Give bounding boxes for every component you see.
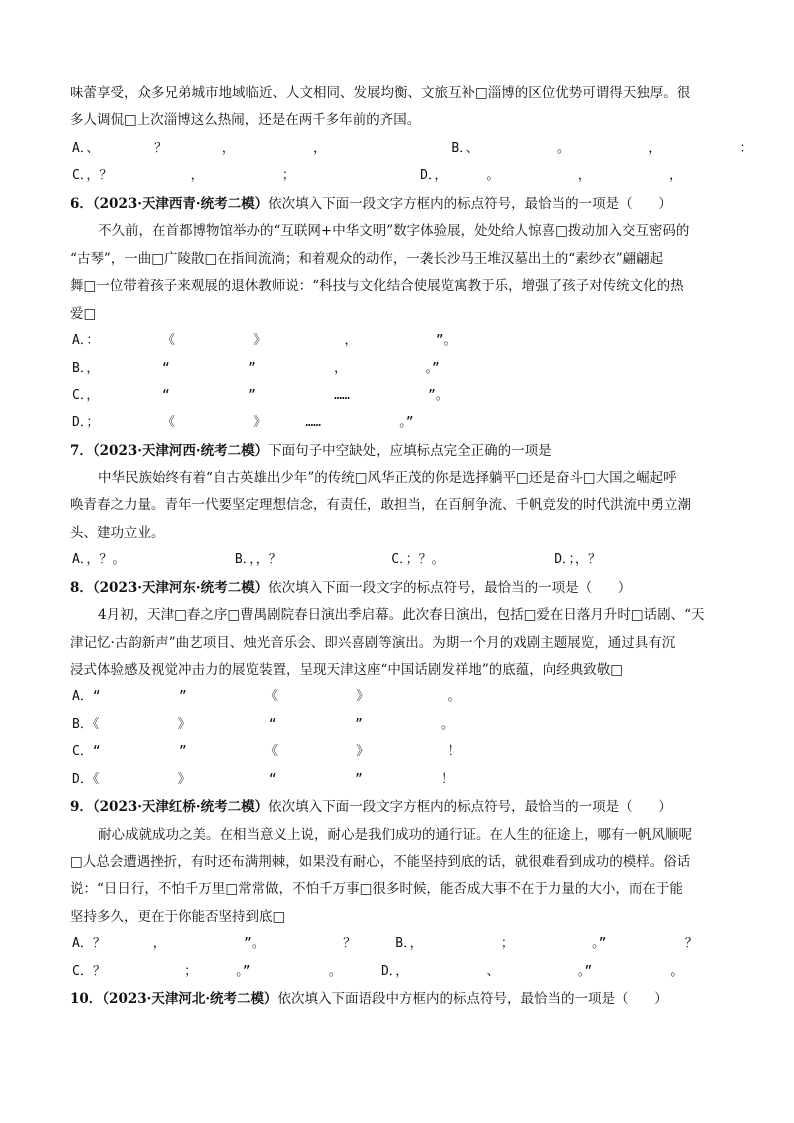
passage-line: 耐心成就成功之美。在相当意义上说，耐心是我们成功的通行证。在人生的征途上，哪有一帆风顺呢 — [98, 827, 692, 843]
passage-line: 津记忆·古韵新声”曲艺项目、烛光音乐会、即兴喜剧等演出。为期一个月的戏剧主题展览，通过具有沉 — [70, 635, 676, 651]
passage-line: 坚持多久，更在于你能否坚持到底□ — [70, 909, 286, 925]
question-source: （2023·天津河北·统考二模） — [102, 991, 278, 1007]
passage-line: 头、建功立业。 — [70, 525, 165, 541]
answer-options: B．， “ ” ， 。” — [72, 361, 440, 376]
question-number: 10． — [70, 991, 103, 1007]
question-header — [70, 442, 552, 460]
passage-line: “古琴”，一曲□广陵散□在指间流淌；和着观众的动作，一袭长沙马王堆汉墓出土的“素纱衣”翩翩起 — [70, 251, 664, 267]
passage-line: 爱□ — [70, 306, 97, 322]
answer-options: C．？ ； 。” 。 D．， 、 。” 。 — [72, 964, 684, 979]
question-prompt: 依次填入下面一段文字方框内的标点符号，最恰当的一项是（ ） — [268, 799, 672, 815]
answer-options: A．“ ” 《 》 。 — [72, 689, 461, 704]
question-header — [70, 798, 672, 816]
question-number: 7． — [70, 443, 93, 459]
answer-options: B．《 》 “ ” 。 — [72, 717, 455, 732]
question-prompt: 下面句子中空缺处，应填标点完全正确的一项是 — [268, 443, 552, 459]
question-header — [70, 195, 672, 213]
passage-line: 味蕾享受，众多兄弟城市地域临近、人文相同、发展均衡、文旅互补□淄博的区位优势可谓得天独厚。很 — [70, 85, 691, 101]
passage-line: 多人调侃□上次淄博这么热闹，还是在两千多年前的齐国。 — [70, 112, 421, 128]
question-header — [70, 990, 668, 1008]
question-header — [70, 579, 631, 597]
answer-options: C．“ ” 《 》 ！ — [72, 744, 461, 759]
question-source: （2023·天津河西·统考二模） — [92, 443, 269, 459]
question-source: （2023·天津红桥·统考二模） — [92, 799, 269, 815]
passage-line: 中华民族始终有着“自古英雄出少年”的传统□风华正茂的你是选择躺平□还是奋斗□大国之崛起呼 — [98, 470, 677, 486]
question-prompt: 依次填入下面一段文字的标点符号，最恰当的一项是（ ） — [268, 580, 632, 596]
answer-options: A．、 ？ ， ， B．、 。 ， ： — [72, 141, 753, 156]
question-number: 9． — [70, 799, 93, 815]
answer-options: A．： 《 》 ， ”。 — [72, 333, 457, 348]
passage-line: 说：“日日行，不怕千万里□常常做，不怕千万事□很多时候，能否成大事不在于力量的大小，而在于能 — [70, 881, 683, 897]
answer-options: D．《 》 “ ” ！ — [72, 772, 455, 787]
answer-options: C．，？ ， ； D．， 。 ， ， — [72, 168, 683, 183]
question-number: 6． — [70, 196, 93, 212]
answer-options: C．， “ ” …… ”。 — [72, 388, 449, 403]
answer-options: D．； 《 》 …… 。” — [72, 415, 414, 430]
passage-line: 4月初，天津□春之序□曹禺剧院春日演出季启幕。此次春日演出，包括□爱在日落月升时□话剧、“天 — [98, 607, 705, 623]
passage-line: 舞□一位带着孩子来观展的退休教师说：“科技与文化结合使展览寓教于乐，增强了孩子对传统文化的热 — [70, 278, 684, 294]
answer-options: A．，？。 B．，，？ C．；？。 D．；，？ — [72, 552, 602, 567]
question-prompt: 依次填入下面语段中方框内的标点符号，最恰当的一项是（ ） — [277, 991, 668, 1007]
question-source: （2023·天津西青·统考二模） — [92, 196, 269, 212]
passage-line: 不久前，在首都博物馆举办的“互联网+中华文明”数字体验展，处处给人惊喜□拨动加入交互密码的 — [98, 223, 690, 239]
passage-line: 浸式体验感及视觉冲击力的展览装置，呈现天津这座“中国话剧发祥地”的底蕴，向经典致敬□ — [70, 662, 624, 678]
question-number: 8． — [70, 580, 93, 596]
question-prompt: 依次填入下面一段文字方框内的标点符号，最恰当的一项是（ ） — [268, 196, 672, 212]
passage-line: □人总会遭遇挫折，有时还布满荆棘，如果没有耐心，不能坚持到底的话，就很难看到成功的模样。俗话 — [70, 854, 691, 870]
question-source: （2023·天津河东·统考二模） — [92, 580, 269, 596]
answer-options: A．？ ， ”。 ？ B．， ； 。” ？ — [72, 936, 698, 951]
passage-line: 唤青春之力量。青年一代要坚定理想信念，有责任，敢担当，在百舸争流、千帆竞发的时代洪流中勇立潮 — [70, 497, 691, 513]
